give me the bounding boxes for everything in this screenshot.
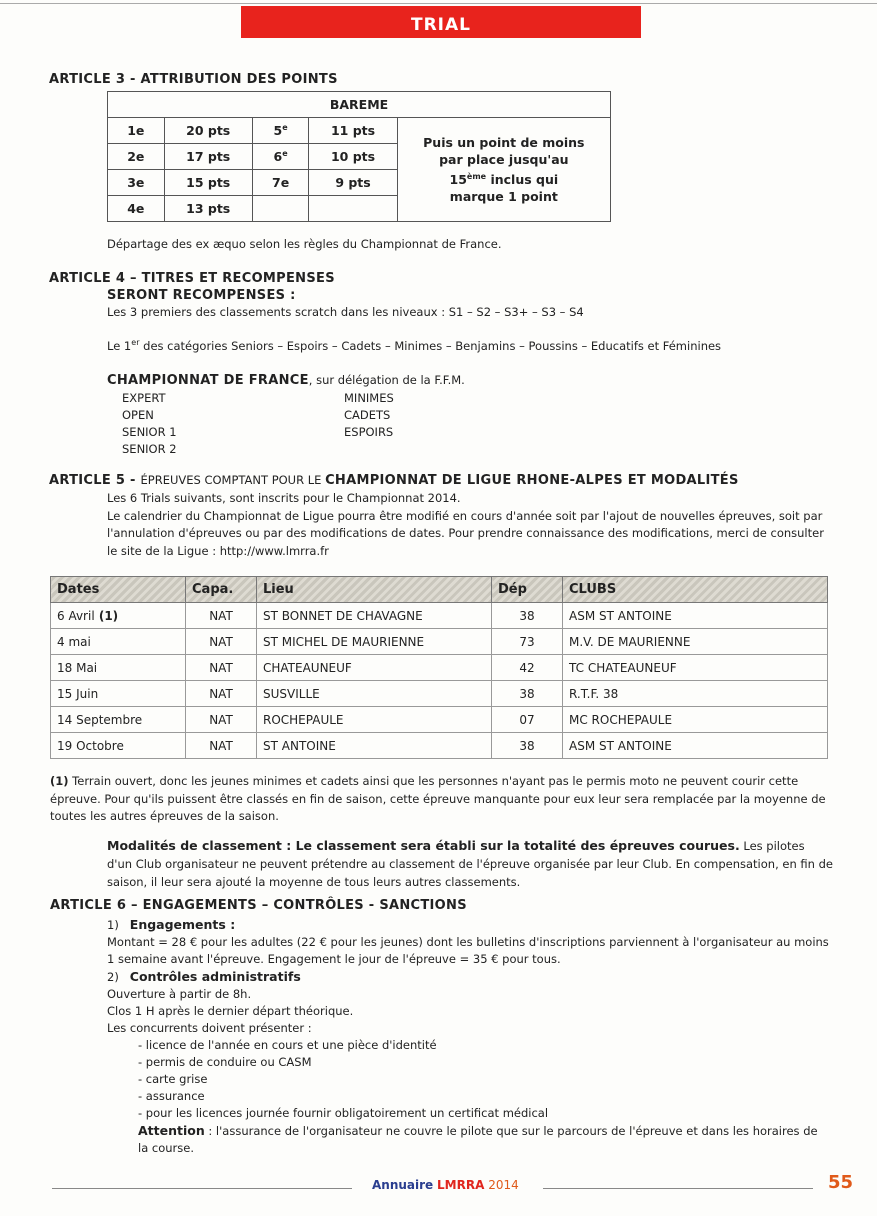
category-item: OPEN: [122, 408, 154, 422]
bareme-points-2: 9 pts: [309, 170, 397, 196]
bareme-points-2: [309, 196, 397, 222]
list-item: - permis de conduire ou CASM: [138, 1055, 312, 1069]
categories-left: [122, 390, 177, 458]
bareme-points: 17 pts: [164, 144, 252, 170]
cell-club: ASM ST ANTOINE: [563, 603, 828, 629]
list-item: - licence de l'année en cours et une pièce d'identité: [138, 1038, 437, 1052]
bareme-points: 13 pts: [164, 196, 252, 222]
table-row: [51, 629, 828, 655]
bareme-place-2: 5e: [252, 118, 309, 144]
article5-title: ARTICLE 5 - ÉPREUVES COMPTANT POUR LE CHAMPIONNAT DE LIGUE RHONE-ALPES ET MODALITÉS: [49, 473, 739, 488]
cell-dep: 38: [492, 603, 563, 629]
cell-dep: 38: [492, 733, 563, 759]
article6-body: 1) Engagements : Montant = 28 € pour les adultes (22 € pour les jeunes) dont les bulletins d'inscriptions parviennent à l'organisateur au moins 1 semaine avant l'épreuve. Engagement le jour de l'épreuve = 35 € pour tous. 2) Contrôles administratifs Ouverture à partir de 8h. Clos 1 H après le dernier départ théorique. Les concurrents doivent présenter : - licence de l'année en cours et une pièce d'identité - permis de conduire ou CASM - carte grise - assurance - pour les licences journée fournir obligatoirement un certificat médical Attention : l'assurance de l'organisateur ne couvre le pilote que sur le parcours de l'épreuve et dans les horaires de la course.: [107, 917, 829, 1155]
bareme-table: [107, 91, 611, 222]
list-item: - assurance: [138, 1089, 205, 1103]
col-header-dep: Dép: [492, 577, 563, 603]
cell-club: TC CHATEAUNEUF: [563, 655, 828, 681]
cell-dep: 07: [492, 707, 563, 733]
top-rule: [0, 3, 877, 4]
page-number: 55: [828, 1172, 854, 1193]
cell-lieu: ST BONNET DE CHAVAGNE: [257, 603, 492, 629]
cell-capa: NAT: [186, 629, 257, 655]
bareme-place: 2e: [108, 144, 165, 170]
categories-right: [344, 390, 394, 441]
bareme-points: 15 pts: [164, 170, 252, 196]
footer-rule-left: [52, 1188, 352, 1189]
section-header-title: TRIAL: [410, 15, 471, 35]
modalites-text: Modalités de classement : Le classement sera établi sur la totalité des épreuves courues. Les pilotes d'un Club organisateur ne peuvent prétendre au classement de l'épreuve organisée par leur Club. En compensation, en fin de saison, il leur sera ajouté la moyenne de tous leurs autres classements.: [107, 838, 833, 889]
category-item: SENIOR 1: [122, 425, 177, 439]
events-table: [50, 576, 828, 759]
cell-lieu: ST ANTOINE: [257, 733, 492, 759]
category-item: MINIMES: [344, 391, 394, 405]
cell-capa: NAT: [186, 681, 257, 707]
bareme-place: 1e: [108, 118, 165, 144]
category-item: ESPOIRS: [344, 425, 394, 439]
cell-capa: NAT: [186, 603, 257, 629]
article4-line2: Le 1er des catégories Seniors – Espoirs – Cadets – Minimes – Benjamins – Poussins – Educatifs et Féminines: [107, 338, 722, 353]
category-item: CADETS: [344, 408, 391, 422]
col-header-dates: Dates: [51, 577, 186, 603]
bareme-place: 3e: [108, 170, 165, 196]
cell-dep: 42: [492, 655, 563, 681]
cell-date: 19 Octobre: [51, 733, 186, 759]
table-row: [51, 681, 828, 707]
article6-title: ARTICLE 6 – ENGAGEMENTS – CONTRÔLES - SANCTIONS: [50, 898, 467, 913]
cell-date: 15 Juin: [51, 681, 186, 707]
category-item: SENIOR 2: [122, 442, 177, 456]
article4-title: ARTICLE 4 – TITRES ET RECOMPENSES: [49, 271, 335, 286]
article4-subtitle: SERONT RECOMPENSES :: [107, 288, 296, 303]
col-header-clubs: CLUBS: [563, 577, 828, 603]
cell-date: 4 mai: [51, 629, 186, 655]
cell-capa: NAT: [186, 707, 257, 733]
col-header-capa: Capa.: [186, 577, 257, 603]
cell-lieu: SUSVILLE: [257, 681, 492, 707]
bareme-points: 20 pts: [164, 118, 252, 144]
cell-dep: 73: [492, 629, 563, 655]
cell-date: 14 Septembre: [51, 707, 186, 733]
list-item: - carte grise: [138, 1072, 208, 1086]
bareme-place-2: [252, 196, 309, 222]
cell-capa: NAT: [186, 733, 257, 759]
bareme-points-2: 11 pts: [309, 118, 397, 144]
cell-lieu: ROCHEPAULE: [257, 707, 492, 733]
cell-club: R.T.F. 38: [563, 681, 828, 707]
bareme-title: BAREME: [108, 92, 611, 118]
cell-club: MC ROCHEPAULE: [563, 707, 828, 733]
footer-annuaire: Annuaire LMRRA 2014: [372, 1178, 519, 1192]
table-row: [51, 655, 828, 681]
article3-title: ARTICLE 3 - ATTRIBUTION DES POINTS: [49, 72, 338, 87]
cell-lieu: CHATEAUNEUF: [257, 655, 492, 681]
cell-date: 18 Mai: [51, 655, 186, 681]
article5-text: Les 6 Trials suivants, sont inscrits pour le Championnat 2014. Le calendrier du Championnat de Ligue pourra être modifié en cours d'année soit par l'ajout de nouvelles épreuves, soit par l'annulation d'épreuves ou par des modifications de dates. Pour prendre connaissance des modifications, merci de consulter le site de la Ligue : http://www.lmrra.fr: [107, 491, 824, 558]
tie-break-text: Départage des ex æquo selon les règles du Championnat de France.: [107, 237, 502, 251]
footer-rule-right: [543, 1188, 813, 1189]
cell-capa: NAT: [186, 655, 257, 681]
cell-club: M.V. DE MAURIENNE: [563, 629, 828, 655]
bareme-note: Puis un point de moins par place jusqu'au 15ème inclus qui marque 1 point: [397, 118, 610, 222]
cell-lieu: ST MICHEL DE MAURIENNE: [257, 629, 492, 655]
cell-club: ASM ST ANTOINE: [563, 733, 828, 759]
bareme-points-2: 10 pts: [309, 144, 397, 170]
cell-dep: 38: [492, 681, 563, 707]
col-header-lieu: Lieu: [257, 577, 492, 603]
list-item: - pour les licences journée fournir obligatoirement un certificat médical: [138, 1106, 549, 1120]
bareme-place-2: 6e: [252, 144, 309, 170]
section-header: [241, 6, 641, 38]
championnat-france-line: CHAMPIONNAT DE FRANCE, sur délégation de la F.F.M.: [107, 373, 465, 388]
footnote-1: (1) Terrain ouvert, donc les jeunes minimes et cadets ainsi que les personnes n'ayant pas le permis moto ne peuvent courir cette épreuve. Pour qu'ils puissent être classés en fin de saison, cette épreuve manquante pour eux leur sera remplacée par la moyenne de toutes les autres épreuves de la saison.: [50, 774, 826, 823]
bareme-place: 4e: [108, 196, 165, 222]
table-row: [51, 733, 828, 759]
category-item: EXPERT: [122, 391, 166, 405]
table-row: [51, 707, 828, 733]
table-row: [51, 603, 828, 629]
bareme-place-2: 7e: [252, 170, 309, 196]
cell-date: 6 Avril (1): [51, 603, 186, 629]
article4-line1: Les 3 premiers des classements scratch dans les niveaux : S1 – S2 – S3+ – S3 – S4: [107, 305, 584, 319]
